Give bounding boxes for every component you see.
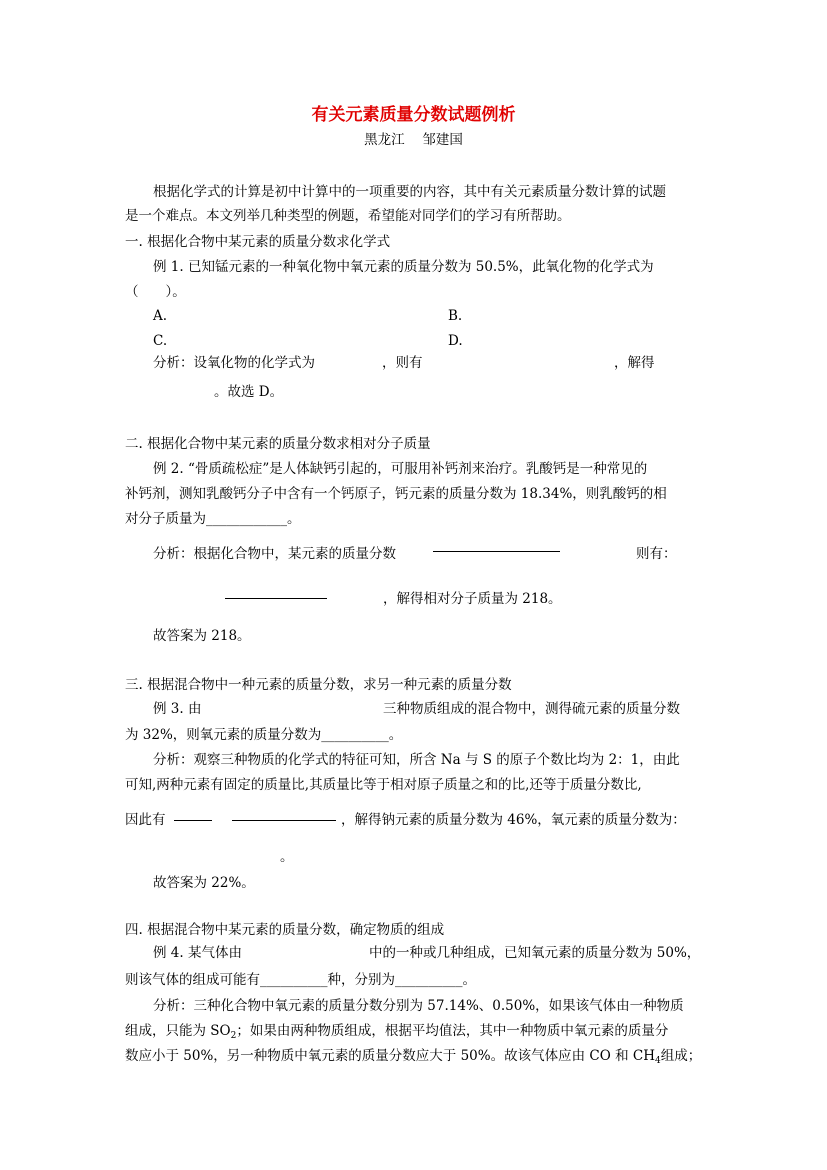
analysis-4-line-1: 分析：三种化合物中氧元素的质量分数分别为 57.14%、0.50%，如果该气体由一种物质: [153, 998, 684, 1014]
analysis-1-text-b: ，则有: [382, 355, 423, 371]
section-4-heading: 四. 根据混合物中某元素的质量分数，确定物质的组成: [125, 922, 445, 938]
example-3-line-2: 为 32%，则氧元素的质量分数为__________。: [125, 727, 403, 743]
analysis-1-line-2: 。故选 D。: [214, 384, 284, 400]
analysis-3-text-a: 因此有: [125, 812, 166, 828]
fraction-line: [174, 820, 212, 821]
option-a: A.: [153, 308, 168, 324]
analysis-4-line-3: 数应小于 50%，另一种物质中氧元素的质量分数应大于 50%。故该气体应由 CO 和 $CH_4$组成；: [125, 1048, 702, 1066]
example-2-line-1: 例 2. “骨质疏松症”是人体缺钙引起的，可服用补钙剂来治疗。乳酸钙是一种常见的: [153, 461, 648, 477]
section-3-heading: 三. 根据混合物中一种元素的质量分数，求另一种元素的质量分数: [125, 677, 512, 693]
analysis-2-text-b: 则有：: [636, 546, 677, 562]
fraction-line: [232, 820, 336, 821]
analysis-3-line-4: 。: [280, 849, 294, 865]
article-author: 黑龙江 邹建国: [364, 132, 463, 148]
example-4-line-2: 则该气体的组成可能有__________种，分别为__________。: [125, 972, 476, 988]
example-4-text-a: 例 4. 某气体由: [153, 945, 242, 961]
option-b: B.: [448, 308, 463, 324]
analysis-2-text-a: 分析：根据化合物中，某元素的质量分数: [153, 546, 396, 562]
analysis-4-line-2: 组成，只能为 $SO_2$；如果由两种物质组成，根据平均值法，其中一种物质中氧元素的质量分: [125, 1023, 669, 1041]
example-2-line-2: 补钙剂，测知乳酸钙分子中含有一个钙原子，钙元素的质量分数为 18.34%，则乳酸钙的相: [125, 486, 667, 502]
fraction-line: [433, 551, 560, 552]
analysis-3-text-b: ，解得钠元素的质量分数为 46%，氧元素的质量分数为：: [341, 812, 686, 828]
example-4-text-b: 中的一种或几种组成，已知氧元素的质量分数为 50%，: [369, 945, 701, 961]
section-2-heading: 二. 根据化合物中某元素的质量分数求相对分子质量: [125, 436, 431, 452]
answer-2: 故答案为 218。: [153, 628, 251, 644]
analysis-3-line-1: 分析：观察三种物质的化学式的特征可知，所含 Na 与 S 的原子个数比均为 2：1，由此: [153, 752, 680, 768]
analysis-1-text-c: ，解得: [614, 355, 655, 371]
analysis-2-line-2: ，解得相对分子质量为 218。: [383, 591, 562, 607]
fraction-line: [225, 598, 327, 599]
example-1-line-2: （ ）。: [125, 284, 186, 300]
answer-3: 故答案为 22%。: [153, 875, 255, 891]
example-1-line-1: 例 1. 已知锰元素的一种氧化物中氧元素的质量分数为 50.5%，此氧化物的化学式为: [153, 259, 654, 275]
example-3-text-b: 三种物质组成的混合物中，测得硫元素的质量分数: [383, 701, 680, 717]
analysis-3-line-2: 可知,两种元素有固定的质量比,其质量比等于相对原子质量之和的比,还等于质量分数比,: [125, 777, 642, 793]
analysis-1-text-a: 分析：设氧化物的化学式为: [153, 355, 315, 371]
intro-line-1: 根据化学式的计算是初中计算中的一项重要的内容，其中有关元素质量分数计算的试题: [153, 184, 666, 200]
example-2-line-3: 对分子质量为____________。: [125, 511, 301, 527]
article-title: 有关元素质量分数试题例析: [311, 105, 516, 125]
intro-line-2: 是一个难点。本文列举几种类型的例题，希望能对同学们的学习有所帮助。: [125, 208, 571, 224]
section-1-heading: 一. 根据化合物中某元素的质量分数求化学式: [125, 234, 391, 250]
example-3-text-a: 例 3. 由: [153, 701, 202, 717]
option-d: D.: [448, 333, 463, 349]
option-c: C.: [153, 333, 168, 349]
